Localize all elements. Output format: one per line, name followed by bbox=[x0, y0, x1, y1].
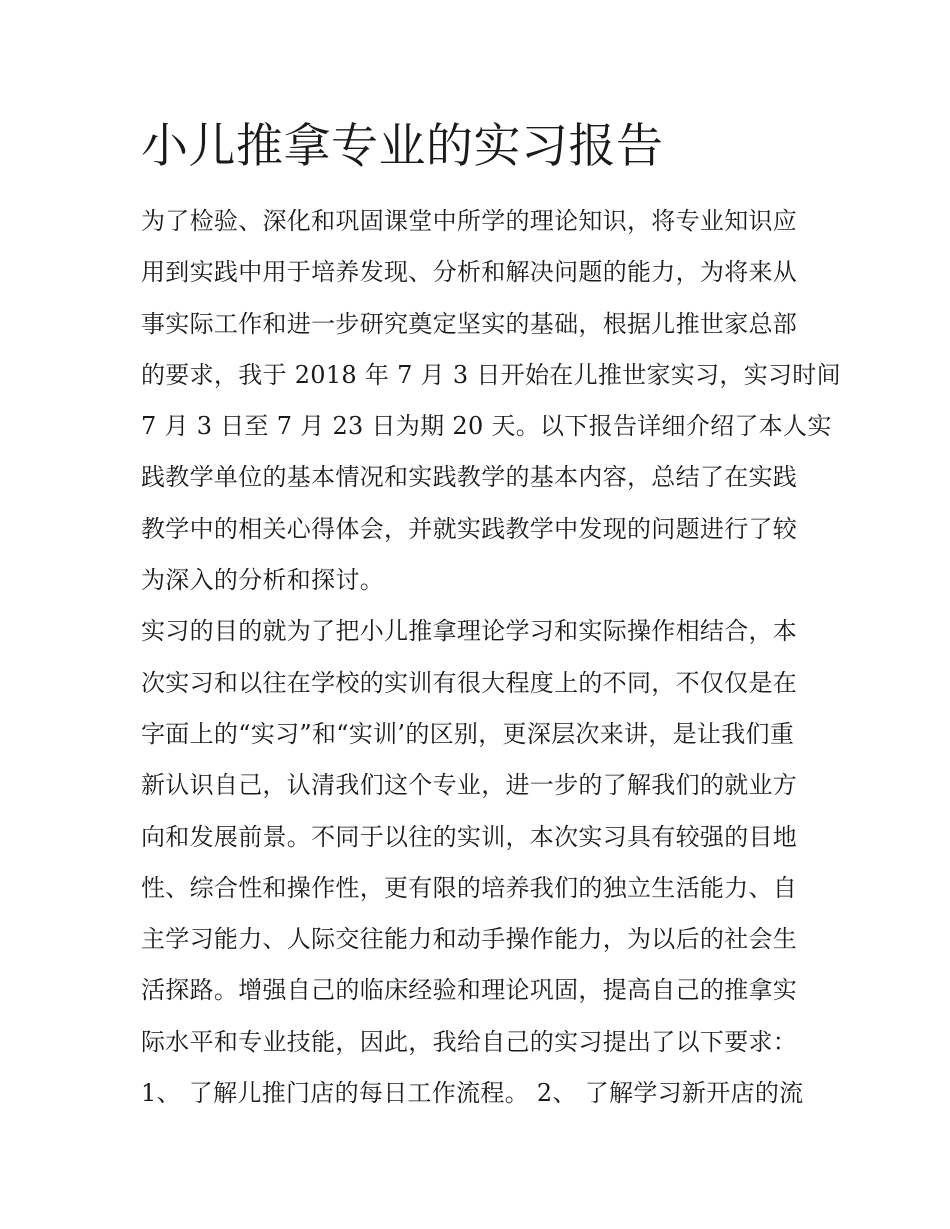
body-line: 7 月 3 日至 7 月 23 日为期 20 天。以下报告详细介绍了本人实 bbox=[141, 412, 832, 441]
body-line: 次实习和以往在学校的实训有很大程度上的不同，不仅仅是在 bbox=[141, 668, 798, 697]
body-line: 的要求，我于 2018 年 7 月 3 日开始在儿推世家实习，实习时间 bbox=[141, 360, 841, 389]
body-line: 践教学单位的基本情况和实践教学的基本内容，总结了在实践 bbox=[141, 463, 798, 492]
body-line: 用到实践中用于培养发现、分析和解决问题的能力，为将来从 bbox=[141, 258, 798, 287]
body-line: 实习的目的就为了把小儿推拿理论学习和实际操作相结合，本 bbox=[141, 617, 798, 646]
body-line: 为了检验、深化和巩固课堂中所学的理论知识，将专业知识应 bbox=[141, 207, 798, 235]
body-line: 活探路。增强自己的临床经验和理论巩固，提高自己的推拿实 bbox=[141, 976, 798, 1005]
body-line: 为深入的分析和探讨。 bbox=[141, 566, 384, 595]
body-line: 主学习能力、人际交往能力和动手操作能力，为以后的社会生 bbox=[141, 925, 798, 954]
body-line: 际水平和专业技能，因此，我给自己的实习提出了以下要求： bbox=[141, 1027, 798, 1056]
body-line: 1、 了解儿推门店的每日工作流程。 2、 了解学习新开店的流 bbox=[141, 1079, 804, 1108]
document-title: 小儿推拿专业的实习报告 bbox=[141, 119, 664, 174]
body-line: 教学中的相关心得体会，并就实践教学中发现的问题进行了较 bbox=[141, 514, 798, 543]
body-line: 向和发展前景。不同于以往的实训，本次实习具有较强的目地 bbox=[141, 822, 798, 851]
body-line: 事实际工作和进一步研究奠定坚实的基础，根据儿推世家总部 bbox=[141, 309, 798, 338]
body-line: 性、综合性和操作性，更有限的培养我们的独立生活能力、自 bbox=[141, 873, 798, 902]
document-body bbox=[141, 196, 841, 1119]
body-line: 新认识自己，认清我们这个专业，进一步的了解我们的就业方 bbox=[141, 771, 798, 800]
body-line: 字面上的“实习”和“实训’的区别，更深层次来讲，是让我们重 bbox=[141, 719, 795, 748]
